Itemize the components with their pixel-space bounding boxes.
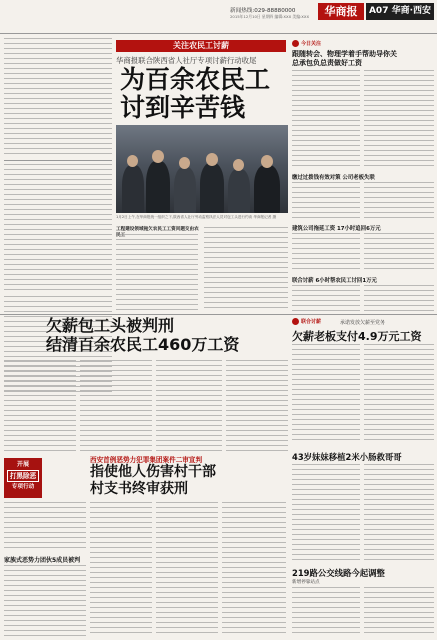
pin-icon: [292, 318, 299, 325]
sidebar-item-2-text: [292, 233, 360, 273]
lead-headline-line2: 讨到辛苦钱: [120, 93, 246, 122]
newspaper-logo: 华商报: [318, 3, 364, 20]
feature-text-col1: [4, 360, 76, 452]
sidebar-item-1-text: [292, 182, 360, 220]
sidebar-tag-label: 今日关注: [301, 41, 322, 47]
case-text-col2: [90, 502, 152, 637]
bottom-right-text-2a: [292, 587, 360, 637]
left-subhead: [4, 160, 112, 161]
case-text-left: [4, 502, 86, 552]
bottom-right-text-2b: [364, 587, 434, 637]
bottom-right-text-1b: [364, 464, 434, 562]
lead-deck: 华商报联合陕西省人社厅专项讨薪行动收尾: [116, 56, 257, 65]
section-divider: [0, 314, 437, 315]
masthead: [0, 0, 437, 37]
case-headline-line1: 指使他人伤害村干部: [90, 464, 216, 480]
sidebar-tag: [292, 40, 321, 47]
case-badge-top: 开展: [16, 461, 29, 468]
sidebar-item-1-title: 缴过过拨钱有效对策 公司老板失联: [292, 175, 375, 181]
sidebar-item-1-text-b: [364, 182, 434, 220]
sidebar-item-3-text-b: [364, 285, 434, 313]
lead-photo-caption: 1月2日上午,在华商报统一组织之下,陕西省人社厅劳动监察执法人员对包工头进行约谈 华商报记者 摄: [116, 215, 277, 219]
right-mid-tag: [292, 318, 321, 325]
right-mid-text-1: [292, 344, 360, 444]
sidebar-text-1: [292, 70, 360, 170]
feature-headline-line1: 欠薪包工头被判刑: [46, 316, 175, 335]
case-badge: [4, 458, 42, 498]
case-badge-mid: 打黑除恶: [7, 470, 39, 482]
bottom-right-text-1a: [292, 464, 360, 562]
case-text-col3: [156, 502, 218, 637]
case-header: 西安首例恶势力犯罪集团案件二审宣判: [90, 456, 203, 464]
lead-subhead: 工程建设领域拖欠农民工工资问题交由农民工: [116, 227, 199, 238]
case-headline-line2: 村支书终审获刑: [90, 481, 188, 497]
case-badge-bottom: 专项行动: [11, 484, 35, 490]
right-mid-tag-label: 联合讨薪: [301, 319, 322, 325]
feature-text-col2: [80, 360, 152, 452]
lead-headline-line1: 为百余农民工: [120, 65, 271, 94]
page-tag: A07 华商·西安: [366, 3, 434, 20]
sidebar-item-3-text: [292, 285, 360, 313]
right-mid-subtitle: 承诺发放欠薪至党务: [340, 320, 386, 326]
case-sub: 家族式恶势力团伙5成员被判: [4, 557, 81, 564]
lead-ribbon: 关注农民工讨薪: [116, 40, 286, 52]
masthead-hotline: 新闻热线:029-88880000: [230, 8, 296, 14]
case-text-left-2: [4, 565, 86, 637]
bottom-right-headline-2: 219路公交线路今起调整: [292, 568, 385, 578]
sidebar-text-2: [364, 70, 434, 170]
pin-icon: [292, 40, 299, 47]
masthead-rule: [0, 33, 437, 34]
sidebar-title-line2: 总承包负总责做好工资: [292, 59, 362, 67]
left-column-text-top: [4, 38, 112, 158]
sidebar-title-line1: 跟随转会、物理学着手帮助导你关: [292, 50, 397, 58]
masthead-date: 2015年12月10日 星期四 编辑:XXX 美编:XXX: [230, 14, 310, 19]
left-column-text-mid: [4, 164, 112, 294]
sidebar-item-3-title: 联合讨薪 6小时帮农民工讨回1万元: [292, 278, 377, 284]
lead-photo: [116, 125, 288, 213]
feature-text-col4: [226, 360, 288, 452]
sidebar-item-2-title: 建筑公司拖延工资 17小时追回6万元: [292, 226, 381, 232]
sidebar-item-2-text-b: [364, 233, 434, 273]
feature-headline-line2: 结清百余农民工460万工资: [46, 335, 240, 354]
lead-text-col1: [116, 234, 198, 312]
case-text-col4: [222, 502, 286, 637]
bottom-right-headline-1: 43岁妹妹移植2米小肠救哥哥: [292, 452, 402, 462]
feature-text-col3: [156, 360, 222, 452]
right-mid-text-2: [364, 344, 434, 444]
lead-text-col2: [204, 227, 288, 312]
bottom-right-sub-2: 新增停靠站点: [292, 580, 320, 585]
right-mid-headline: 欠薪老板支付4.9万元工资: [292, 330, 422, 343]
